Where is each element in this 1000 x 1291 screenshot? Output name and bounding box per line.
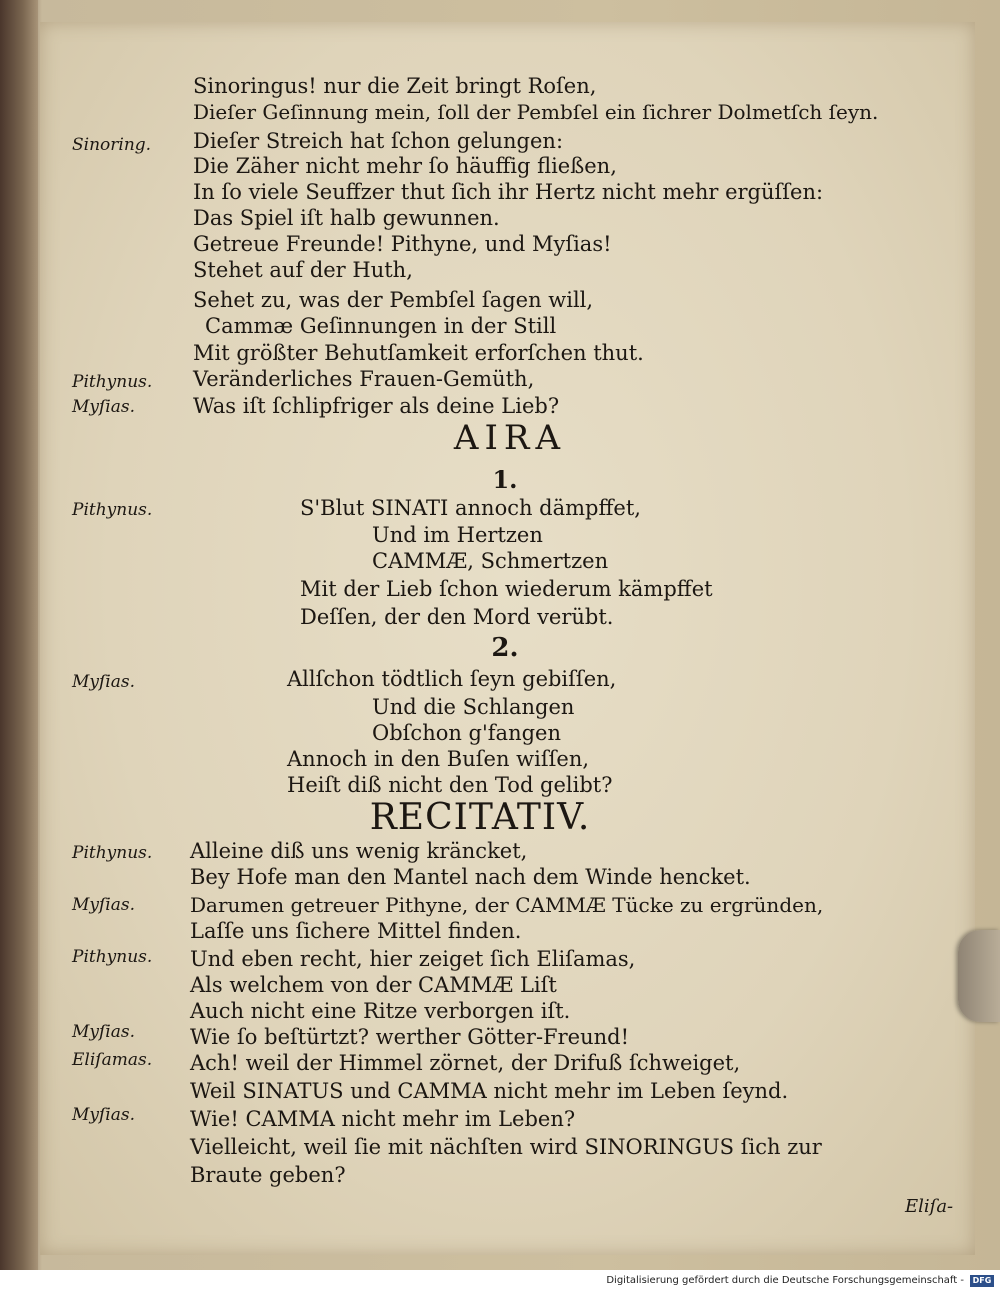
catchword: Eliſa- <box>905 1196 954 1217</box>
text-line: Stehet auf der Huth, <box>193 258 413 282</box>
text-line: Weil SINATUS und CAMMA nicht mehr im Leben ſeynd. <box>190 1079 789 1103</box>
speaker-label: Myſias. <box>72 672 136 692</box>
recitativ-heading: RECITATIV. <box>369 797 591 838</box>
aria-heading: AIRA <box>453 418 567 458</box>
text-line: Die Zäher nicht mehr ſo häuffig fließen, <box>193 154 617 178</box>
text-line: Mit größter Behutſamkeit erforſchen thut. <box>193 341 644 365</box>
speaker-label: Pithynus. <box>72 843 153 863</box>
speaker-label: Pithynus. <box>72 372 153 392</box>
text-line: Das Spiel iſt halb gewunnen. <box>193 206 500 230</box>
speaker-label: Pithynus. <box>72 947 153 967</box>
speaker-label: Sinoring. <box>72 135 152 155</box>
text-line: Wie ſo beſtürtzt? werther Götter-Freund! <box>190 1025 630 1049</box>
aria-line: Und die Schlangen <box>372 695 575 719</box>
text-line: Alleine diß uns wenig kräncket, <box>190 839 528 863</box>
aria-line: S'Blut SINATI annoch dämpffet, <box>300 496 641 520</box>
text-line: Und eben recht, hier zeiget ſich Eliſamas, <box>190 947 636 971</box>
text-line: Als welchem von der CAMMÆ Liſt <box>190 973 557 997</box>
text-line: Was iſt ſchlipfriger als deine Lieb? <box>193 394 560 418</box>
text-line: In ſo viele Seuffzer thut ſich ihr Hertz nicht mehr ergüſſen: <box>193 180 824 204</box>
verse-number: 2. <box>491 633 519 663</box>
verse-number: 1. <box>492 465 518 494</box>
aria-line: Mit der Lieb ſchon wiederum kämpffet <box>300 577 713 601</box>
speaker-label: Pithynus. <box>72 500 153 520</box>
text-line: Darumen getreuer Pithyne, der CAMMÆ Tücke zu ergründen, <box>190 893 824 917</box>
text-line: Vielleicht, weil ſie mit nächſten wird SINORINGUS ſich zur <box>190 1135 822 1159</box>
text-line: Braute geben? <box>190 1163 346 1187</box>
text-line: Bey Hofe man den Mantel nach dem Winde hencket. <box>190 865 751 889</box>
text-line: Wie! CAMMA nicht mehr im Leben? <box>190 1107 576 1131</box>
aria-line: Annoch in den Buſen wiſſen, <box>287 747 590 771</box>
text-line: Ach! weil der Himmel zörnet, der Drifuß ſchweiget, <box>190 1051 741 1075</box>
speaker-label: Eliſamas. <box>72 1050 153 1070</box>
aria-line: Heiſt diß nicht den Tod gelibt? <box>287 773 613 797</box>
speaker-label: Myſias. <box>72 397 136 417</box>
text-line: Auch nicht eine Ritze verborgen iſt. <box>190 999 571 1023</box>
text-line: Dieſer Streich hat ſchon gelungen: <box>193 129 564 153</box>
text-line: Veränderliches Frauen-Gemüth, <box>193 367 535 391</box>
footer-credit: Digitalisierung gefördert durch die Deutsche Forschungsgemeinschaft - <box>606 1275 964 1286</box>
text-line: Laſſe uns ſichere Mittel finden. <box>190 919 522 943</box>
previous-page-edge <box>0 0 38 1270</box>
text-line: Sinoringus! nur die Zeit bringt Roſen, <box>193 74 597 98</box>
speaker-label: Myſias. <box>72 1105 136 1125</box>
speaker-label: Myſias. <box>72 1022 136 1042</box>
aria-line: Deſſen, der den Mord verübt. <box>300 605 614 629</box>
aria-line: Allſchon tödtlich ſeyn gebiſſen, <box>287 667 617 691</box>
page-tab-marker <box>958 930 1000 1022</box>
aria-line: CAMMÆ, Schmertzen <box>372 549 609 573</box>
text-line: Dieſer Geſinnung mein, ſoll der Pembſel ein ſichrer Dolmetſch ſeyn. <box>193 100 879 124</box>
text-line: Sehet zu, was der Pembſel ſagen will, <box>193 288 594 312</box>
aria-line: Obſchon g'fangen <box>372 721 561 745</box>
footer-bar <box>0 1270 1000 1291</box>
aria-line: Und im Hertzen <box>372 523 543 547</box>
speaker-label: Myſias. <box>72 895 136 915</box>
dfg-logo-icon: DFG <box>970 1275 994 1287</box>
text-line: Getreue Freunde! Pithyne, und Myſias! <box>193 232 612 256</box>
text-line: Cammæ Geſinnungen in der Still <box>205 314 557 338</box>
